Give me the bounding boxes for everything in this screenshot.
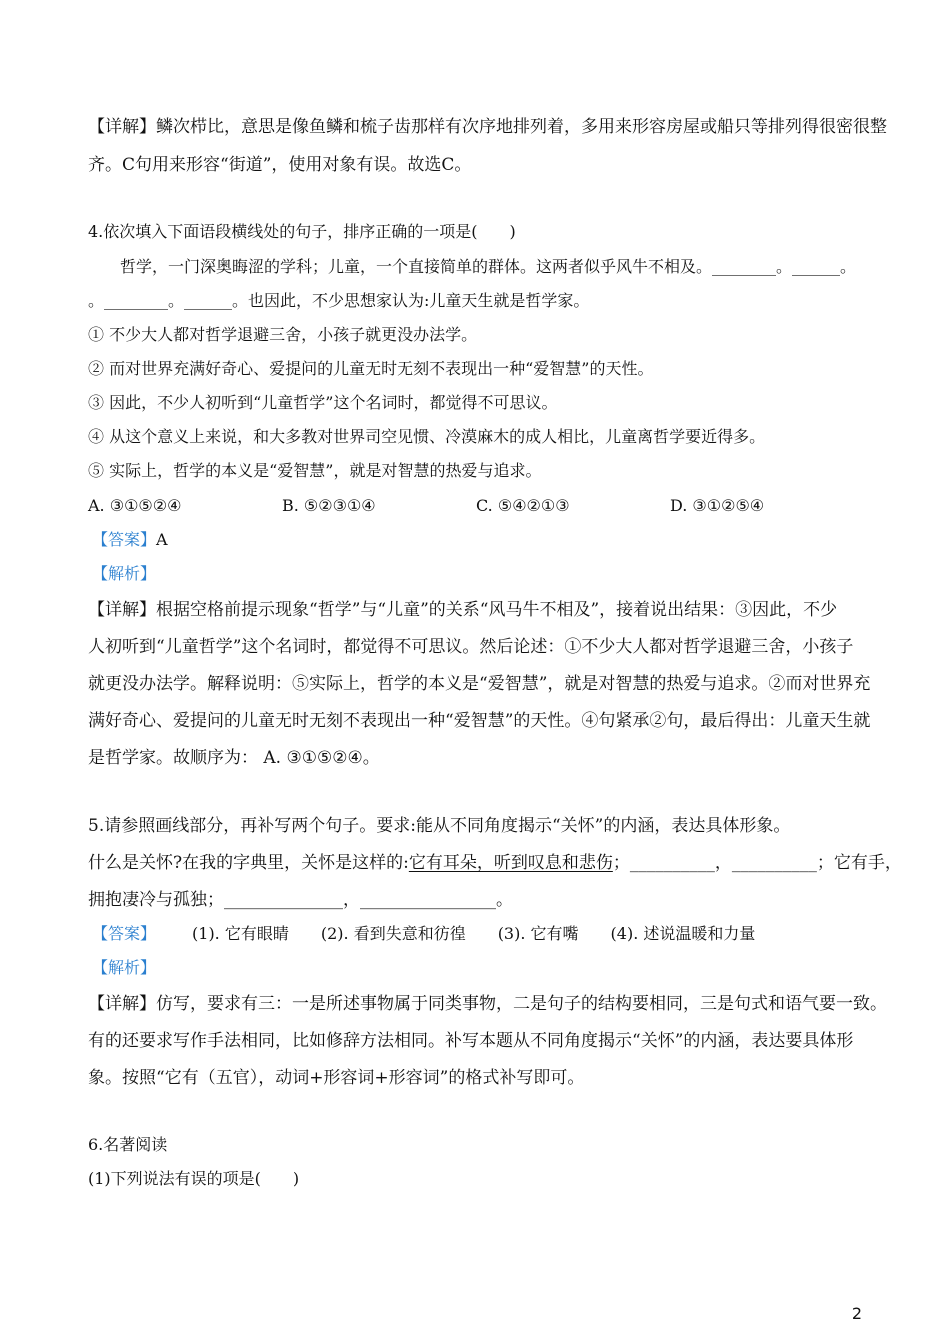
page-number: 2 [851, 1304, 862, 1323]
q4-passage-1: 哲学，一门深奥晦涩的学科；儿童，一个直接简单的群体。这两者似乎风牛不相及。________。______。 [120, 257, 857, 276]
answer-tag: 【答案】 [92, 530, 157, 549]
q5-detail-line-2: 有的还要求写作手法相同，比如修辞方法相同。补写本题从不同角度揭示“关怀”的内涵，表达要具体形 [88, 1031, 854, 1051]
q5-underlined-sentence: 它有耳朵，听到叹息和悲伤 [408, 853, 613, 873]
answer-tag: 【答案】 [92, 924, 157, 943]
q4-detail-line-2: 人初听到“儿童哲学”这个名词时，都觉得不可思议。然后论述：①不少大人都对哲学退避三舍，小孩子 [88, 637, 854, 657]
q5-blanks-1: ；__________，__________；它有手， [612, 853, 902, 873]
q3-detail-line-1: 【详解】鳞次栉比，意思是像鱼鳞和梳子齿那样有次序地排列着，多用来形容房屋或船只等排列得很密很整 [88, 117, 887, 137]
q4-detail-line-3: 就更没办法学。解释说明：⑤实际上，哲学的本义是“爱智慧”，就是对智慧的热爱与追求。②而对世界充 [88, 674, 871, 694]
q5-answer [92, 923, 755, 945]
q5-detail-line-1: 【详解】仿写，要求有三：一是所述事物属于同类事物，二是句子的结构要相同，三是句式和语气要一致。 [88, 994, 887, 1014]
q4-item-2: ② 而对世界充满好奇心、爱提问的儿童无时无刻不表现出一种“爱智慧”的天性。 [88, 359, 654, 378]
q4-detail-line-4: 满好奇心、爱提问的儿童无时无刻不表现出一种“爱智慧”的天性。④句紧承②句，最后得出：儿童天生就 [88, 711, 871, 731]
q5-detail-line-3: 象。按照“它有（五官），动词+形容词+形容词”的格式补写即可。 [88, 1068, 585, 1088]
q4-detail-line-1: 【详解】根据空格前提示现象“哲学”与“儿童”的关系“风马牛不相及”，接着说出结果：③因此，不少 [88, 600, 838, 620]
q4-item-1: ① 不少大人都对哲学退避三舍，小孩子就更没办法学。 [88, 325, 478, 344]
q4-option-a: A. ③①⑤②④ [88, 496, 182, 515]
answer-value: A [156, 530, 168, 549]
q3-detail-line-2: 齐。C句用来形容“街道”，使用对象有误。故选C。 [88, 155, 472, 175]
q4-option-c: C. ⑤④②①③ [476, 496, 570, 515]
q6-subquestion-1: (1)下列说法有误的项是( ) [88, 1169, 300, 1188]
q5-answer-values: (1). 它有眼睛 (2). 看到失意和彷徨 (3). 它有嘴 (4). 述说温暖和力量 [192, 924, 756, 943]
q4-item-5: ⑤ 实际上，哲学的本义是“爱智慧”，就是对智慧的热爱与追求。 [88, 461, 542, 480]
q4-passage-2: 。________。______。也因此，不少思想家认为:儿童天生就是哲学家。 [88, 291, 590, 310]
q4-item-4: ④ 从这个意义上来说，和大多教对世界司空见惯、冷漠麻木的成人相比，儿童离哲学要近得多。 [88, 427, 766, 446]
q4-analysis-tag: 【解析】 [92, 564, 157, 583]
q5-prompt-line-1 [88, 852, 902, 874]
q5-prompt-line-2: 拥抱凄冷与孤独；______________，________________。 [88, 890, 513, 910]
q4-stem: 4.依次填入下面语段横线处的句子，排序正确的一项是( ) [88, 222, 516, 241]
q4-item-3: ③ 因此，不少人初听到“儿童哲学”这个名词时，都觉得不可思议。 [88, 393, 558, 412]
q4-detail-line-5: 是哲学家。故顺序为： A. ③①⑤②④。 [88, 748, 380, 768]
q5-stem: 5.请参照画线部分，再补写两个句子。要求:能从不同角度揭示“关怀”的内涵，表达具体形象。 [88, 816, 791, 836]
q5-analysis-tag: 【解析】 [92, 958, 157, 977]
q4-answer [92, 529, 168, 551]
q4-option-d: D. ③①②⑤④ [670, 496, 765, 515]
q5-prompt-lead: 什么是关怀?在我的字典里，关怀是这样的: [88, 853, 409, 873]
q6-stem: 6.名著阅读 [88, 1135, 168, 1154]
q4-option-b: B. ⑤②③①④ [282, 496, 376, 515]
